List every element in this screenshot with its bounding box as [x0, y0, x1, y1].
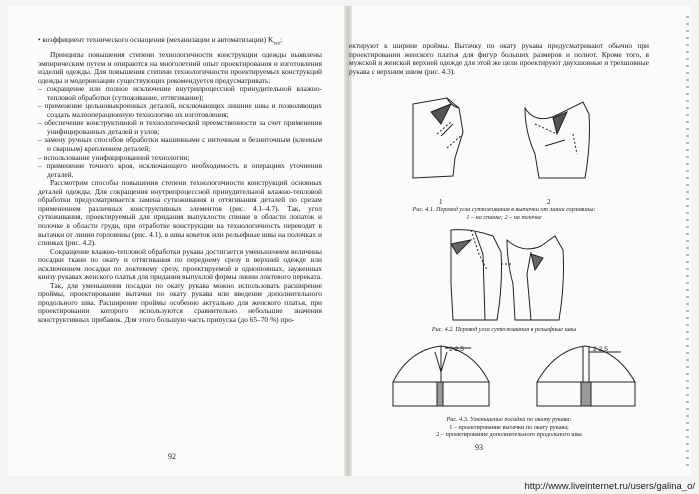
figure-4-1-caption: Рис. 4.1. Перевод угла сутюживания в вытачки от линии горловины: 1 – на спинке; 2 – на полочке — [412, 206, 596, 221]
left-page — [8, 6, 346, 476]
page-number-left: 92 — [168, 452, 176, 461]
list-item: – сокращение или полное исключение внутрипроцессной принудительной влажно-тепловой обработки (сутюживание, оттягивание); — [38, 84, 322, 102]
book-spread — [8, 6, 691, 476]
list-item: – применение точного кроя, исключающего необходимость в операциях уточнения деталей. — [38, 161, 322, 179]
figure-4-1-label-2: 2 — [547, 198, 551, 206]
figure-4-2-caption: Рис. 4.2. Перевод угла сутюживания в рельефные швы — [431, 326, 577, 333]
figure-4-3-dim-2: 2-2,5 — [593, 346, 608, 353]
figure-4-3-caption: Рис. 4.3. Уменьшение посадки по окату рукава: 1 – проектирование вытачки по окату рукава; 2 – проектирование дополнительного продольного шва — [436, 416, 582, 439]
figure-4-3-dim-1: 2-2,5 — [449, 346, 464, 353]
right-page-top-text — [349, 42, 649, 76]
list-item: – применение цельновыкроенных деталей, исключающих лишние швы и позволяющих создать малооперационную технологию их изготовления; — [38, 101, 322, 119]
right-page — [349, 6, 691, 476]
list-item: – обеспечение конструктивной и технологической преемственности за счет применения унифицированных деталей и узлов; — [38, 118, 322, 136]
paragraph-3: Сокращение влажно-тепловой обработки рукава достигается уменьшением величины посадки ткани по окату и оттягивания по переднему срезу в верхней одежде или исключением посадки по локтевому срезу, проектируемой в одношовных, зауженных книзу рукавах женского платья для придания выпуклой формы линии локтевого переката. — [38, 246, 322, 282]
watermark-url: http://www.liveinternet.ru/users/galina_o/ — [524, 481, 695, 492]
paragraph-2: Рассмотрим способы повышения степени технологичности конструкций основных деталей одежды. Для сокращения внутрипроцессной принудительной влажно-тепловой обработки предусматривается замена сутюживания и оттягивания деталей по срезам применением различных конструктивных элементов (рис. 4.1–4.7). Так, угол сутюживания, проектируемый для придания выпуклости спинке в области лопаток и полочке в области груди, при отработке конструкции на технологичность переводят в вытачки от линии горловины (рис. 4.1), в швы кокеток или рельефные швы на полочках и спинках (рис. 4.2). — [38, 178, 322, 248]
paragraph-top: ектируют к ширине проймы. Вытачку по окату рукава предусматривают обычно при проектировании женского платья для фигур больших размеров и полнот. Кроме того, в мужской и женской верхней одежде для этой же цели проектируют двухшовные и трехшовные рукава с верхним швом (рис. 4.3). — [349, 41, 649, 76]
list-item: – использование унифицированной технологии; — [38, 152, 190, 162]
page-edge — [686, 16, 689, 466]
figure-4-3 — [389, 342, 651, 412]
figure-4-1-label-1: 1 — [439, 198, 443, 206]
paragraph-1: Принципы повышения степени технологичности конструкции одежды выявлены эмпирическим путем и опираются на многолетний опыт проектирования и изготовления изделий одежды. Для повышения степени технологичности проектируемых конструкций одежды и модернизации существующих рекомендуется предусматривать: — [38, 50, 322, 85]
list-item: – замену ручных способов обработки машинными с ниточным и безниточным (клеевым и сварным) креплением деталей; — [38, 135, 322, 154]
figure-4-1 — [407, 94, 619, 196]
bullet-intro: • коэффициент технического оснащения (механизации и автоматизации) $K_{тех}$; — [38, 35, 283, 47]
figure-4-2 — [431, 224, 581, 324]
paragraph-4: Так, для уменьшения посадки по окату рукава можно использовать расширение проймы, проектирование вытачки по окату рукава или введение дополнительного продольного шва. Расширение проймы особенно актуально для женского платья, при проектировании которого используются сравнительно небольшие значения конструктивных прибавок. Для этого большую часть припуска (до 65–70 %) про- — [38, 280, 322, 324]
page-number-right: 93 — [475, 443, 483, 452]
left-page-text — [38, 36, 322, 325]
